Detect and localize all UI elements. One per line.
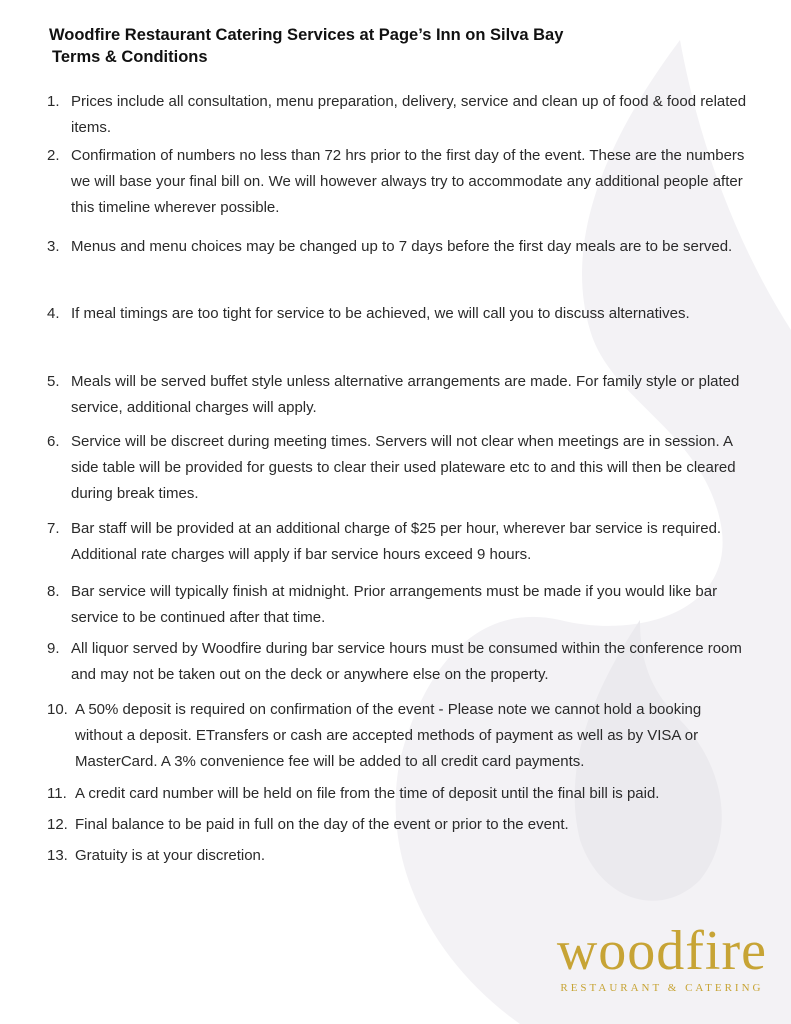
list-item xyxy=(47,516,752,568)
logo-tagline: RESTAURANT & CATERING xyxy=(560,982,764,994)
list-item-number: 2. xyxy=(47,147,60,164)
list-item-number: 8. xyxy=(47,583,60,600)
list-item xyxy=(47,812,752,838)
list-item-number: 6. xyxy=(47,433,60,450)
list-item xyxy=(47,429,752,507)
document-subtitle: Terms & Conditions xyxy=(52,48,208,66)
document-header xyxy=(49,24,563,68)
list-item xyxy=(47,301,752,327)
list-item-text: A 50% deposit is required on confirmation of the event - Please note we cannot hold a booking without a deposit. ETransfers or cash are accepted methods of payment as well as by VISA or MasterCard. A 3% convenience fee will be added to all credit card payments. xyxy=(75,701,702,770)
list-item xyxy=(47,234,752,260)
list-item-text: Final balance to be paid in full on the day of the event or prior to the event. xyxy=(75,816,569,833)
list-item-number: 4. xyxy=(47,305,60,322)
list-item xyxy=(47,697,752,775)
list-item xyxy=(47,781,752,807)
list-item xyxy=(47,843,752,869)
list-item-number: 3. xyxy=(47,238,60,255)
list-item-number: 9. xyxy=(47,640,60,657)
list-item-text: Menus and menu choices may be changed up to 7 days before the first day meals are to be served. xyxy=(71,238,733,255)
logo-wordmark: woodfire xyxy=(556,920,767,982)
list-item-text: All liquor served by Woodfire during bar service hours must be consumed within the conference room and may not be taken out on the deck or anywhere else on the property. xyxy=(71,640,742,683)
list-item-text: Prices include all consultation, menu preparation, delivery, service and clean up of food & food related items. xyxy=(71,93,747,136)
list-item xyxy=(47,636,752,688)
woodfire-logo xyxy=(557,922,767,994)
list-item-text: Meals will be served buffet style unless alternative arrangements are made. For family style or plated service, additional charges will apply. xyxy=(71,373,740,416)
list-item xyxy=(47,369,752,421)
list-item-text: Gratuity is at your discretion. xyxy=(75,847,266,864)
list-item-text: If meal timings are too tight for service to be achieved, we will call you to discuss alternatives. xyxy=(71,305,690,322)
list-item-number: 13. xyxy=(47,847,68,864)
list-item-number: 1. xyxy=(47,93,60,110)
list-item-number: 11. xyxy=(47,785,67,802)
list-item-number: 10. xyxy=(47,701,68,718)
list-item-number: 5. xyxy=(47,373,60,390)
list-item-text: Confirmation of numbers no less than 72 hrs prior to the first day of the event. These are the numbers we will base your final bill on. We will however always try to accommodate any additional people after this timeline wherever possible. xyxy=(71,147,745,216)
list-item-number: 12. xyxy=(47,816,68,833)
list-item-number: 7. xyxy=(47,520,60,537)
list-item-text: Bar staff will be provided at an additional charge of $25 per hour, wherever bar service is required. Additional rate charges will apply if bar service hours exceed 9 hours. xyxy=(71,520,722,563)
list-item-text: Service will be discreet during meeting times. Servers will not clear when meetings are in session. A side table will be provided for guests to clear their used plateware etc to and this will then be cleared during break times. xyxy=(71,433,736,502)
document-title: Woodfire Restaurant Catering Services at Page’s Inn on Silva Bay xyxy=(49,26,564,44)
list-item-text: Bar service will typically finish at midnight. Prior arrangements must be made if you would like bar service to be continued after that time. xyxy=(71,583,718,626)
list-item-text: A credit card number will be held on file from the time of deposit until the final bill is paid. xyxy=(75,785,660,802)
list-item xyxy=(47,143,752,221)
list-item xyxy=(47,579,752,631)
list-item xyxy=(47,89,752,141)
